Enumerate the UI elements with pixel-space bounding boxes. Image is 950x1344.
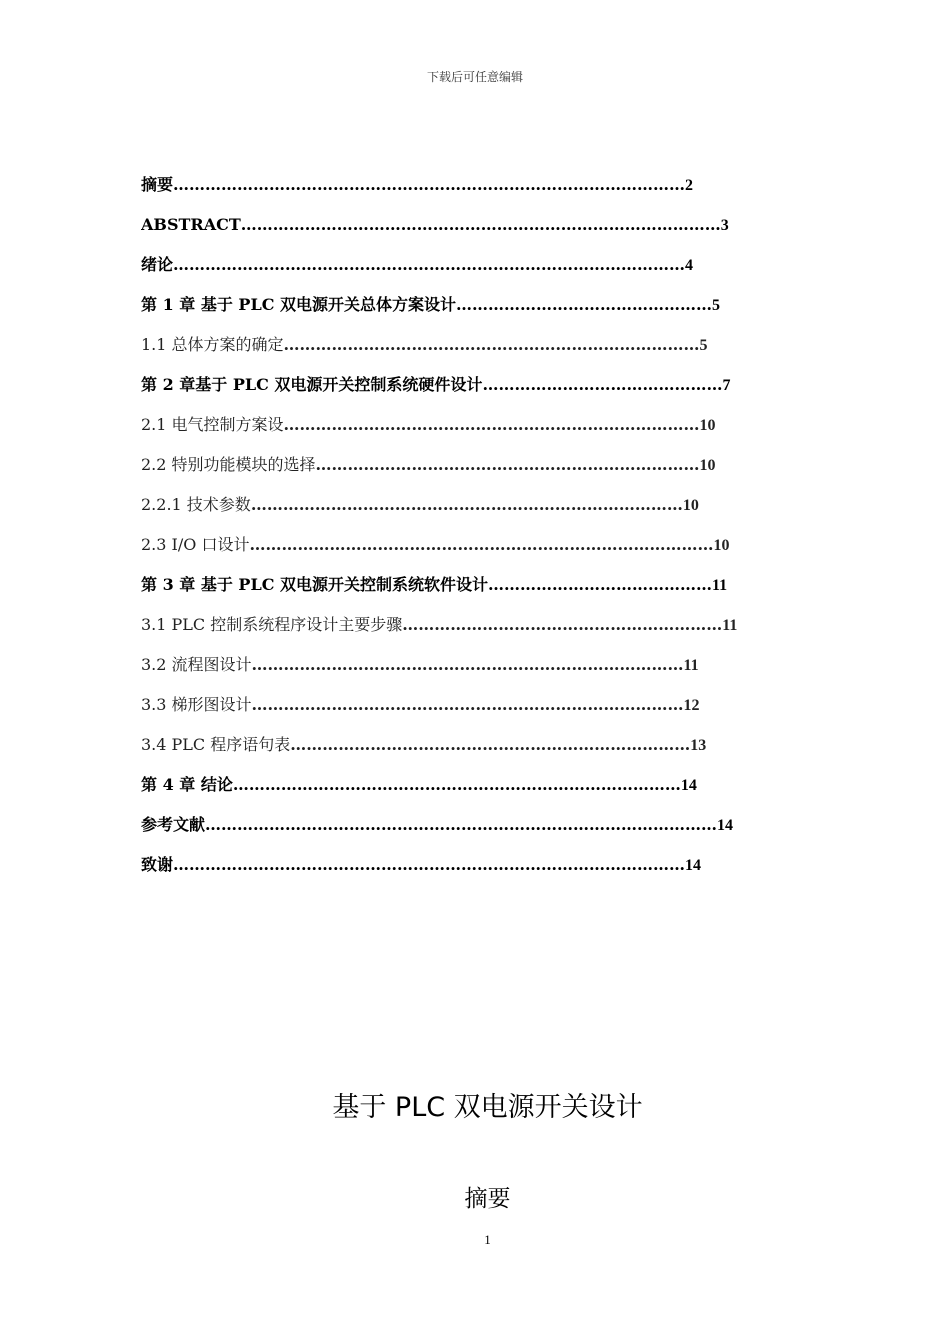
toc-entry[interactable] [141,285,831,325]
toc-entry-page: 14 [717,817,734,834]
toc-entry[interactable] [141,725,831,765]
toc-entry[interactable] [141,165,831,205]
toc-entry-title: 第 4 章 结论 [141,775,233,794]
toc-entry-page: 12 [683,697,700,714]
toc-entry-page: 10 [713,537,730,554]
toc-entry-title: 1.1 总体方案的确定 [141,335,284,354]
toc-entry-page: 4 [685,257,694,274]
toc-entry-title: 第 1 章 基于 PLC 双电源开关总体方案设计 [141,295,457,314]
toc-entry-page: 10 [699,417,716,434]
toc-leader-dots: ………………………………………………………………………… [232,775,681,794]
toc-entry-page: 13 [690,737,707,754]
toc-leader-dots: ……………………………………………………………………… [251,695,684,714]
toc-entry-title: 2.2 特别功能模块的选择 [141,455,316,474]
toc-leader-dots: ………………………………………… [456,295,713,314]
toc-entry-title: 2.3 I/O 口设计 [141,535,250,554]
toc-entry-title: 3.2 流程图设计 [141,655,252,674]
toc-entry-title: 第 2 章基于 PLC 双电源开关控制系统硬件设计 [141,375,483,394]
toc-entry-title: 绪论 [141,255,174,274]
toc-entry[interactable] [141,405,831,445]
toc-entry-page: 10 [682,497,699,514]
toc-entry-title: 3.3 梯形图设计 [141,695,252,714]
toc-leader-dots: ……………………………………………………………………………… [240,215,721,234]
toc-entry-page: 7 [722,377,731,394]
toc-leader-dots: ……………………………………………………………………… [250,495,683,514]
toc-entry-title: 2.2.1 技术参数 [141,495,251,514]
toc-entry-page: 11 [722,617,738,634]
toc-entry-title: ABSTRACT [141,215,241,234]
toc-entry-page: 14 [680,777,697,794]
toc-entry[interactable] [141,525,831,565]
toc-entry[interactable] [141,605,831,645]
toc-entry[interactable] [141,565,831,605]
toc-entry-title: 参考文献 [141,815,206,834]
toc-entry-page: 5 [699,337,708,354]
toc-leader-dots: …………………………………… [488,575,713,594]
table-of-contents [141,165,831,885]
toc-entry[interactable] [141,845,831,885]
toc-leader-dots: …………………………………………………………………… [283,415,700,434]
toc-entry[interactable] [141,445,831,485]
page-number: 1 [484,1232,491,1247]
toc-leader-dots: …………………………………………………… [402,615,723,634]
abstract-heading: 摘要 [464,1186,511,1212]
toc-entry[interactable] [141,205,831,245]
toc-entry-page: 11 [683,657,699,674]
page-header: 下载后可任意编辑 [426,70,523,84]
toc-leader-dots: …………………………………………………………………… [283,335,700,354]
toc-entry-page: 3 [720,217,729,234]
toc-leader-dots: …………………………………………………………………………………… [173,255,686,274]
toc-entry-page: 5 [712,297,721,314]
toc-entry-page: 11 [712,577,728,594]
toc-entry-title: 摘要 [141,175,174,194]
toc-entry-title: 2.1 电气控制方案设 [141,415,284,434]
toc-leader-dots: …………………………………………………………………………………… [205,815,718,834]
toc-leader-dots: …………………………………………………………………………………… [173,855,686,874]
toc-entry-title: 3.4 PLC 程序语句表 [141,735,291,754]
toc-entry-title: 3.1 PLC 控制系统程序设计主要步骤 [141,615,403,634]
toc-entry[interactable] [141,805,831,845]
toc-entry-page: 14 [685,857,702,874]
toc-entry[interactable] [141,645,831,685]
document-title: 基于 PLC 双电源开关设计 [332,1092,643,1123]
toc-leader-dots: ………………………………………………………………… [290,735,691,754]
toc-entry[interactable] [141,325,831,365]
toc-entry[interactable] [141,485,831,525]
toc-entry-title: 第 3 章 基于 PLC 双电源开关控制系统软件设计 [141,575,489,594]
toc-entry-page: 10 [699,457,716,474]
toc-leader-dots: …………………………………………………………………………………… [173,175,686,194]
toc-entry[interactable] [141,365,831,405]
toc-leader-dots: ……………………………………………………………… [315,455,700,474]
toc-leader-dots: ……………………………………… [482,375,723,394]
toc-entry-title: 致谢 [141,855,174,874]
toc-entry[interactable] [141,245,831,285]
toc-entry[interactable] [141,685,831,725]
toc-leader-dots: ……………………………………………………………………… [251,655,684,674]
toc-entry-page: 2 [685,177,694,194]
toc-entry[interactable] [141,765,831,805]
toc-leader-dots: …………………………………………………………………………… [249,535,714,554]
